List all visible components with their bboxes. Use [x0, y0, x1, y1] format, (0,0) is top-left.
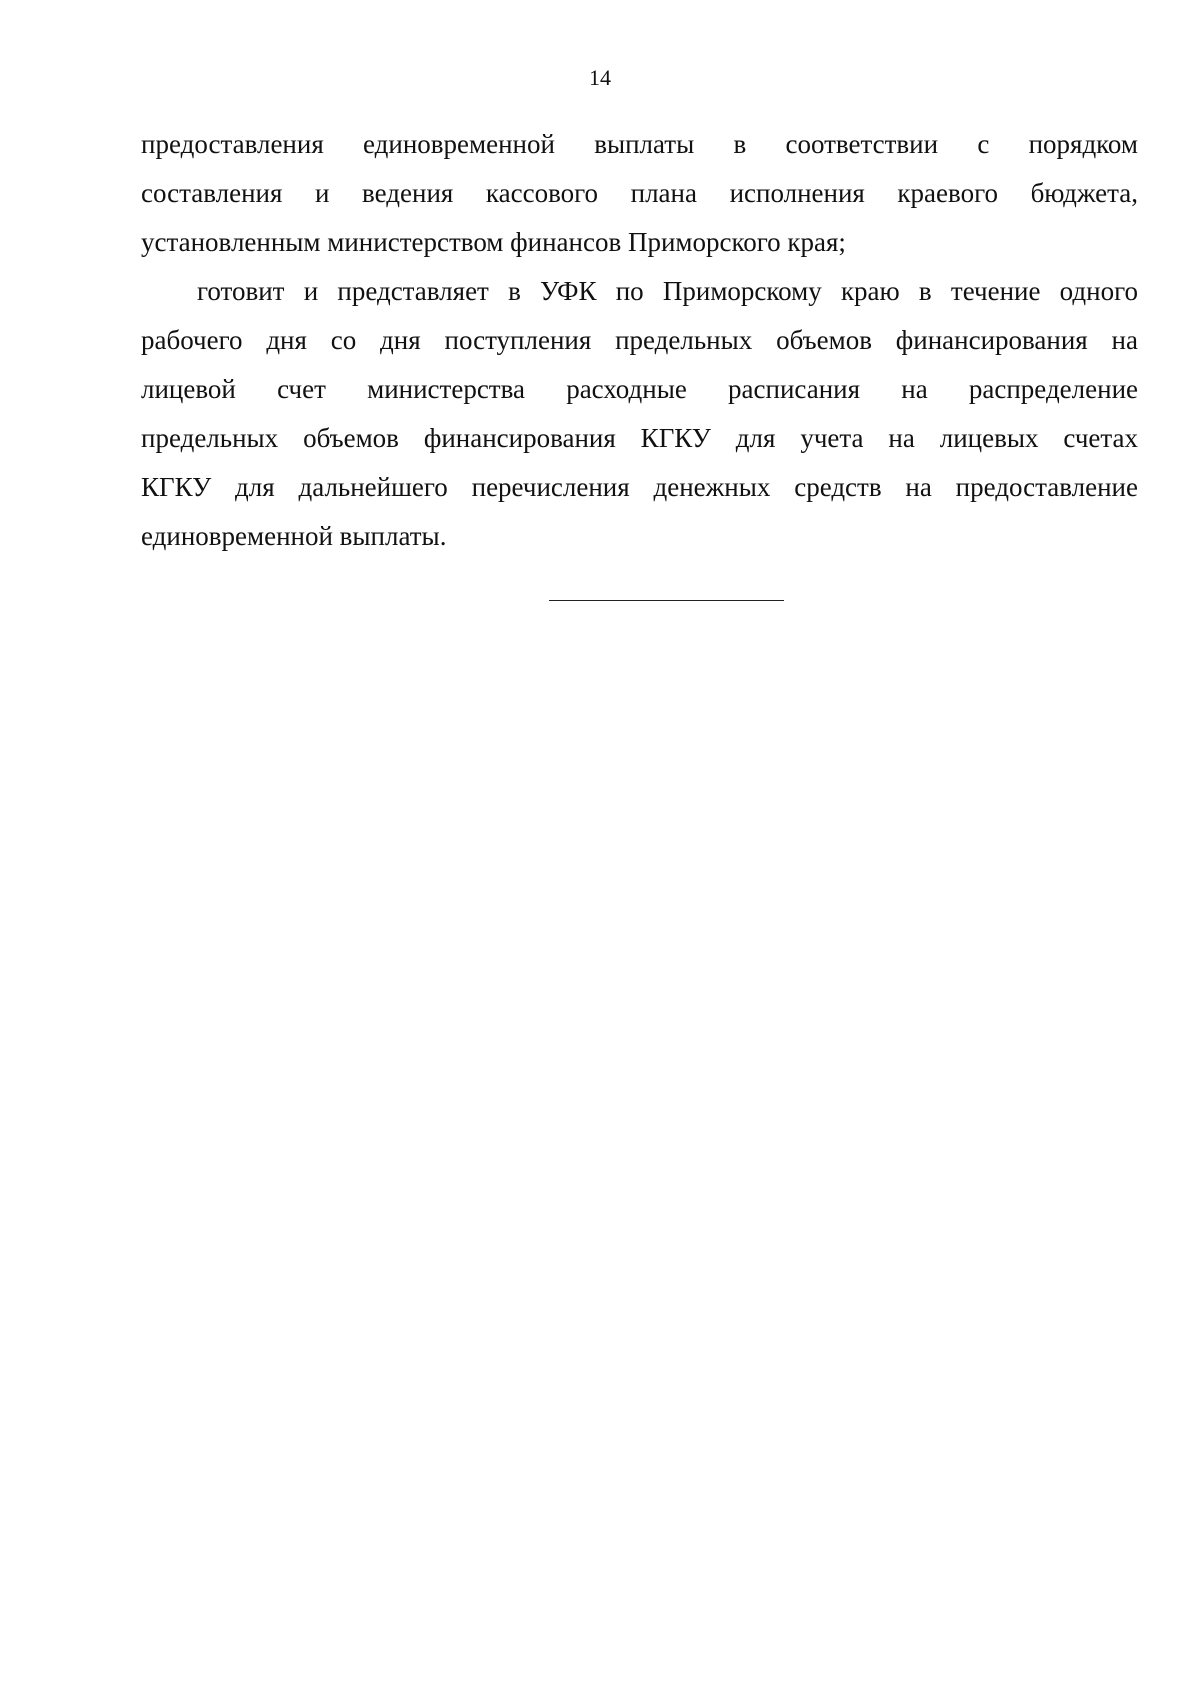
paragraph-line: предельных объемов финансирования КГКУ для учета на лицевых счетах	[141, 422, 1138, 453]
paragraph-continuation	[141, 120, 1138, 267]
end-divider-line	[549, 600, 784, 601]
paragraph-line: рабочего дня со дня поступления предельных объемов финансирования на	[141, 324, 1138, 355]
paragraph-line: лицевой счет министерства расходные расписания на распределение	[141, 373, 1138, 404]
paragraph-line: готовит и представляет в УФК по Приморскому краю в течение одного	[197, 276, 1138, 306]
page-number: 14	[589, 65, 611, 90]
paragraph-prepares	[141, 267, 1138, 560]
paragraph-line: единовременной выплаты.	[141, 520, 447, 551]
paragraph-line: установленным министерством финансов Приморского края;	[141, 226, 846, 257]
paragraph-line: КГКУ для дальнейшего перечисления денежных средств на предоставление	[141, 471, 1138, 502]
paragraph-line: предоставления единовременной выплаты в соответствии с порядком	[141, 129, 1138, 159]
paragraph-line: составления и ведения кассового плана исполнения краевого бюджета,	[141, 177, 1138, 208]
